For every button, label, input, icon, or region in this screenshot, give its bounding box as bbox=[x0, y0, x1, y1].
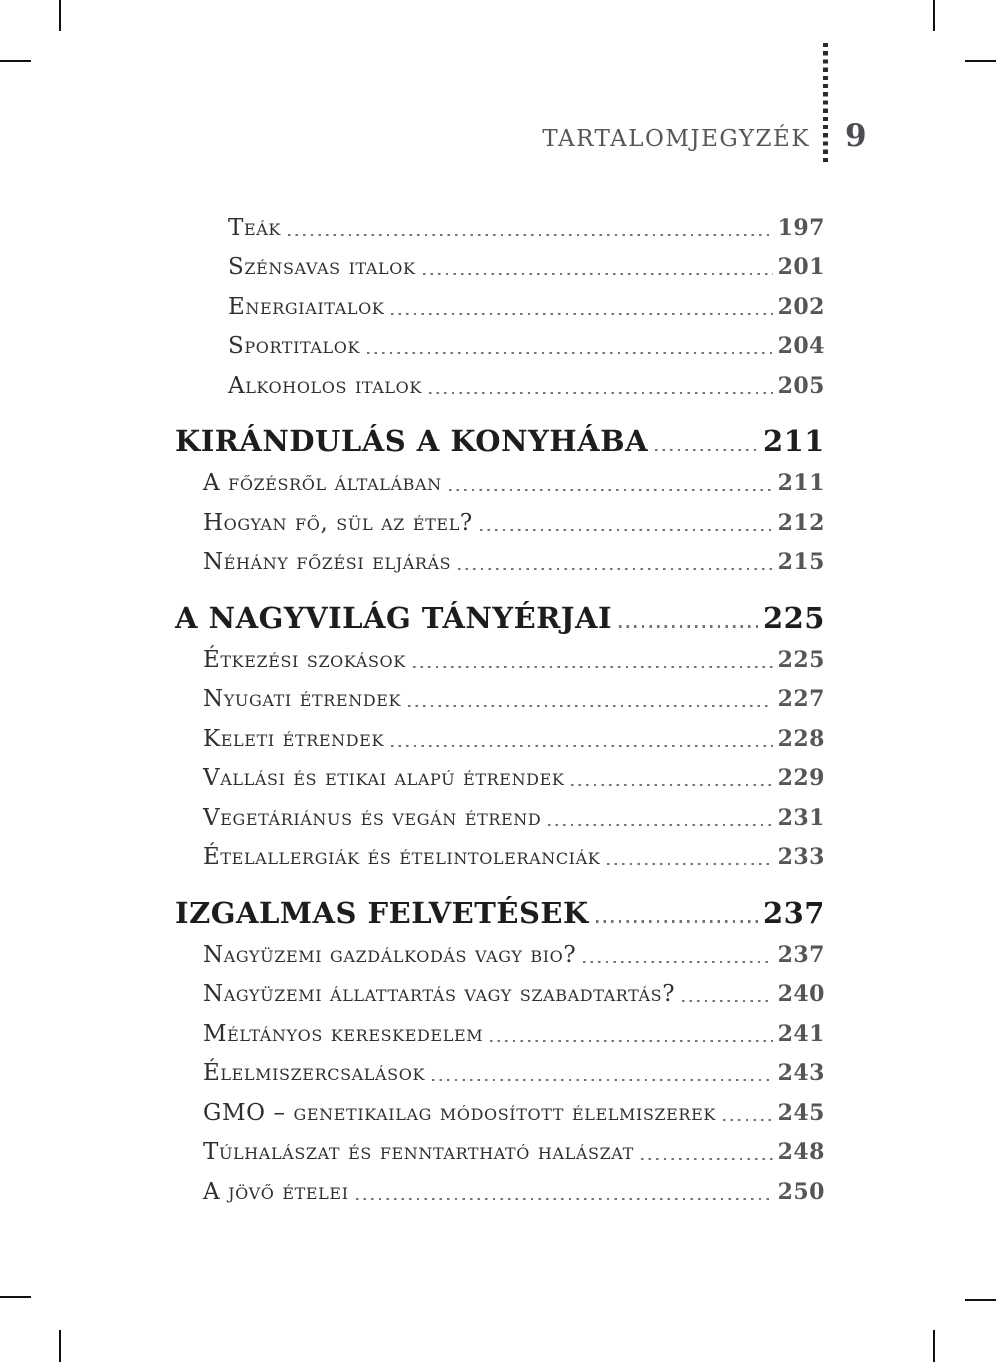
toc-entry-label: Nagyüzemi állattartás vagy szabadtartás? bbox=[203, 981, 676, 1008]
toc-row bbox=[175, 719, 825, 759]
dot-leader bbox=[367, 352, 773, 354]
toc-row bbox=[175, 595, 825, 640]
dot-leader bbox=[682, 1000, 772, 1002]
toc-entry-label: Nyugati étrendek bbox=[203, 686, 402, 713]
toc-entry-page: 229 bbox=[777, 765, 825, 792]
toc-row bbox=[175, 419, 825, 464]
toc-entry-label: A főzésről általában bbox=[203, 470, 442, 497]
dot-leader bbox=[413, 666, 773, 668]
toc-entry-page: 250 bbox=[777, 1178, 825, 1205]
toc-entry-label: GMO – genetikailag módosított élelmiszerek bbox=[203, 1099, 716, 1126]
folio-page-number: 9 bbox=[845, 118, 867, 154]
toc-row bbox=[175, 1054, 825, 1094]
toc-entry-label: Alkoholos italok bbox=[228, 372, 422, 399]
toc-entry-label: Teák bbox=[228, 214, 281, 241]
dot-leader bbox=[571, 784, 772, 786]
toc-row bbox=[175, 680, 825, 720]
toc-entry-label: Néhány főzési eljárás bbox=[203, 549, 452, 576]
toc-entry-page: 197 bbox=[777, 214, 825, 241]
toc-row bbox=[175, 327, 825, 367]
toc-row bbox=[175, 543, 825, 583]
toc-entry-label: IZGALMAS FELVETÉSEK bbox=[175, 895, 589, 930]
dot-leader bbox=[356, 1198, 773, 1200]
toc-entry-label: Vallási és etikai alapú étrendek bbox=[203, 765, 565, 792]
toc-row bbox=[175, 464, 825, 504]
toc-entry-page: 227 bbox=[777, 686, 825, 713]
dot-leader bbox=[490, 1040, 772, 1042]
toc-entry-page: 233 bbox=[777, 844, 825, 871]
toc-entry-label: Sportitalok bbox=[228, 333, 361, 360]
toc-entry-label: Élelmiszercsalások bbox=[203, 1060, 425, 1087]
toc-entry-label: A jövő ételei bbox=[203, 1178, 349, 1205]
toc-entry-page: 212 bbox=[777, 509, 825, 536]
toc-entry-page: 211 bbox=[777, 470, 825, 497]
dashed-rule bbox=[823, 43, 828, 164]
crop-mark-bottom-left-vertical bbox=[59, 1330, 61, 1362]
toc-entry-page: 231 bbox=[777, 804, 825, 831]
crop-mark-bottom-right-horizontal bbox=[965, 1299, 996, 1301]
toc-entry-page: 243 bbox=[777, 1060, 825, 1087]
toc-entry-page: 204 bbox=[777, 333, 825, 360]
toc-entry-page: 215 bbox=[777, 549, 825, 576]
toc-row bbox=[175, 890, 825, 935]
dot-leader bbox=[408, 705, 772, 707]
toc-entry-page: 241 bbox=[777, 1020, 825, 1047]
crop-mark-bottom-left-horizontal bbox=[0, 1296, 31, 1298]
toc-row bbox=[175, 1014, 825, 1054]
crop-mark-bottom-right-vertical bbox=[933, 1330, 935, 1362]
toc-row bbox=[175, 798, 825, 838]
toc-row bbox=[175, 935, 825, 975]
toc-entry-page: 240 bbox=[777, 981, 825, 1008]
dot-leader bbox=[619, 625, 758, 627]
toc-entry-label: KIRÁNDULÁS A KONYHÁBA bbox=[175, 424, 649, 458]
toc-entry-page: 205 bbox=[777, 372, 825, 399]
dot-leader bbox=[458, 568, 772, 570]
toc-entry-page: 245 bbox=[777, 1099, 825, 1126]
toc-entry-label: Étkezési szokások bbox=[203, 646, 406, 673]
dot-leader bbox=[548, 824, 772, 826]
dot-leader bbox=[423, 273, 773, 275]
toc-row bbox=[175, 1133, 825, 1173]
toc-row bbox=[175, 366, 825, 406]
dot-leader bbox=[641, 1158, 773, 1160]
toc-entry-label: Szénsavas italok bbox=[228, 254, 416, 281]
toc-entry-label: A NAGYVILÁG TÁNYÉRJAI bbox=[175, 600, 613, 635]
toc-row bbox=[175, 1093, 825, 1133]
toc-entry-label: Nagyüzemi gazdálkodás vagy bio? bbox=[203, 941, 577, 968]
toc-entry-label: Energiaitalok bbox=[228, 293, 385, 320]
running-header-title: TARTALOMJEGYZÉK bbox=[542, 126, 810, 152]
toc-entry-page: 225 bbox=[777, 646, 825, 673]
toc-entry-page: 202 bbox=[777, 293, 825, 320]
toc-entry-label: Méltányos kereskedelem bbox=[203, 1020, 484, 1047]
dot-leader bbox=[723, 1119, 773, 1121]
dot-leader bbox=[583, 961, 772, 963]
dot-leader bbox=[596, 920, 758, 922]
toc-entry-label: Keleti étrendek bbox=[203, 725, 385, 752]
toc-row bbox=[175, 838, 825, 878]
toc-entry-label: Hogyan fő, sül az étel? bbox=[203, 509, 473, 536]
toc-entry-label: Túlhalászat és fenntartható halászat bbox=[203, 1139, 634, 1166]
toc-entry-page: 248 bbox=[777, 1139, 825, 1166]
toc-row bbox=[175, 640, 825, 680]
toc-row bbox=[175, 208, 825, 248]
dot-leader bbox=[655, 449, 758, 451]
toc-row bbox=[175, 248, 825, 288]
dot-leader bbox=[607, 863, 772, 865]
toc-entry-label: Ételallergiák és ételintoleranciák bbox=[203, 844, 601, 871]
toc-row bbox=[175, 975, 825, 1015]
dot-leader bbox=[480, 529, 773, 531]
table-of-contents bbox=[175, 208, 825, 1212]
toc-entry-page: 228 bbox=[777, 725, 825, 752]
toc-entry-page: 201 bbox=[777, 254, 825, 281]
toc-entry-page: 225 bbox=[762, 600, 825, 635]
toc-row bbox=[175, 287, 825, 327]
toc-entry-page: 211 bbox=[762, 424, 825, 458]
dot-leader bbox=[288, 234, 773, 236]
toc-row bbox=[175, 503, 825, 543]
dot-leader bbox=[391, 313, 772, 315]
running-header bbox=[0, 0, 996, 170]
toc-entry-label: Vegetáriánus és vegán étrend bbox=[203, 804, 542, 831]
dot-leader bbox=[432, 1079, 773, 1081]
toc-entry-page: 237 bbox=[777, 941, 825, 968]
dot-leader bbox=[449, 489, 773, 491]
toc-row bbox=[175, 759, 825, 799]
toc-row bbox=[175, 1172, 825, 1212]
toc-entry-page: 237 bbox=[762, 895, 825, 930]
dot-leader bbox=[429, 392, 773, 394]
dot-leader bbox=[391, 745, 773, 747]
